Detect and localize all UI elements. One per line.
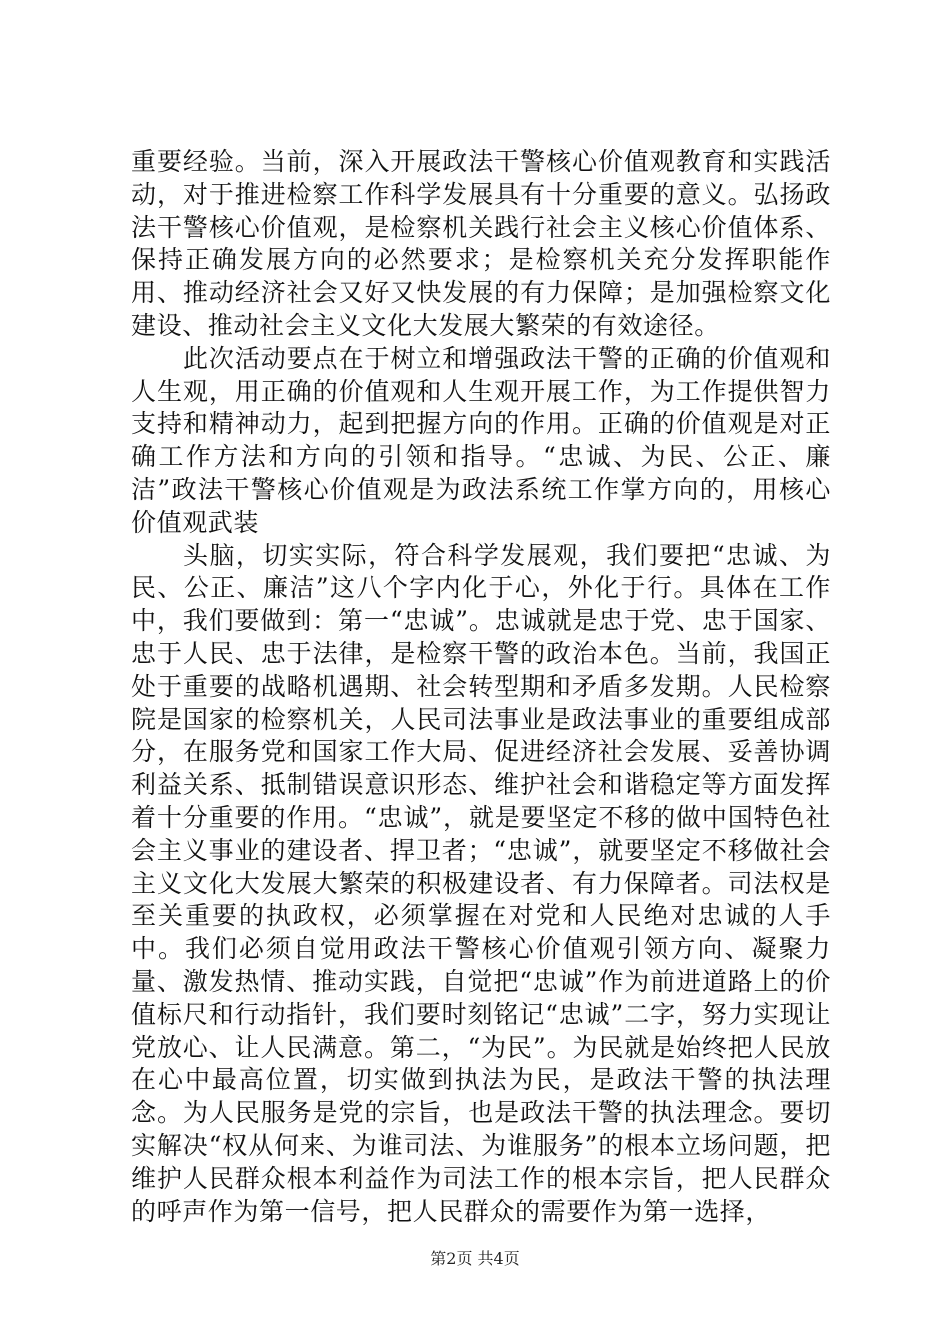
page-footer: 第2页 共4页 [430,1249,520,1268]
paragraph-3: 头脑，切实实际，符合科学发展观，我们要把“忠诚、为民、公正、廉洁”这八个字内化于心，外化于行。具体在工作中，我们要做到：第一“忠诚”。忠诚就是忠于党、忠于国家、忠于人民、忠于法律，是检察干警的政治本色。当前，我国正处于重要的战略机遇期、社会转型期和矛盾多发期。人民检察院是国家的检察机关，人民司法事业是政法事业的重要组成部分，在服务党和国家工作大局、促进经济社会发展、妥善协调利益关系、抵制错误意识形态、维护社会和谐稳定等方面发挥着十分重要的作用。“忠诚”，就是要坚定不移的做中国特色社会主义事业的建设者、捍卫者；“忠诚”，就要坚定不移做社会主义文化大发展大繁荣的积极建设者、有力保障者。司法权是至关重要的执政权，必须掌握在对党和人民绝对忠诚的人手中。我们必须自觉用政法干警核心价值观引领方向、凝聚力量、激发热情、推动实践，自觉把“忠诚”作为前进道路上的价值标尺和行动指针，我们要时刻铭记“忠诚”二字，努力实现让党放心、让人民满意。第二，“为民”。为民就是始终把人民放在心中最高位置，切实做到执法为民，是政法干警的执法理念。为人民服务是党的宗旨，也是政法干警的执法理念。要切实解决“权从何来、为谁司法、为谁服务”的根本立场问题，把维护人民群众根本利益作为司法工作的根本宗旨，把人民群众的呼声作为第一信号，把人民群众的需要作为第一选择， [131,540,831,1226]
paragraph-1: 重要经验。当前，深入开展政法干警核心价值观教育和实践活动，对于推进检察工作科学发展具有十分重要的意义。弘扬政法干警核心价值观，是检察机关践行社会主义核心价值体系、保持正确发展方向的必然要求；是检察机关充分发挥职能作用、推动经济社会又好又快发展的有力保障；是加强检察文化建设、推动社会主义文化大发展大繁荣的有效途径。 [131,147,831,340]
paragraph-2: 此次活动要点在于树立和增强政法干警的正确的价值观和人生观，用正确的价值观和人生观开展工作，为工作提供智力支持和精神动力，起到把握方向的作用。正确的价值观是对正确工作方法和方向的引领和指导。“忠诚、为民、公正、廉洁”政法干警核心价值观是为政法系统工作掌方向的，用核心价值观武装 [131,343,831,537]
document-body [131,146,831,1228]
